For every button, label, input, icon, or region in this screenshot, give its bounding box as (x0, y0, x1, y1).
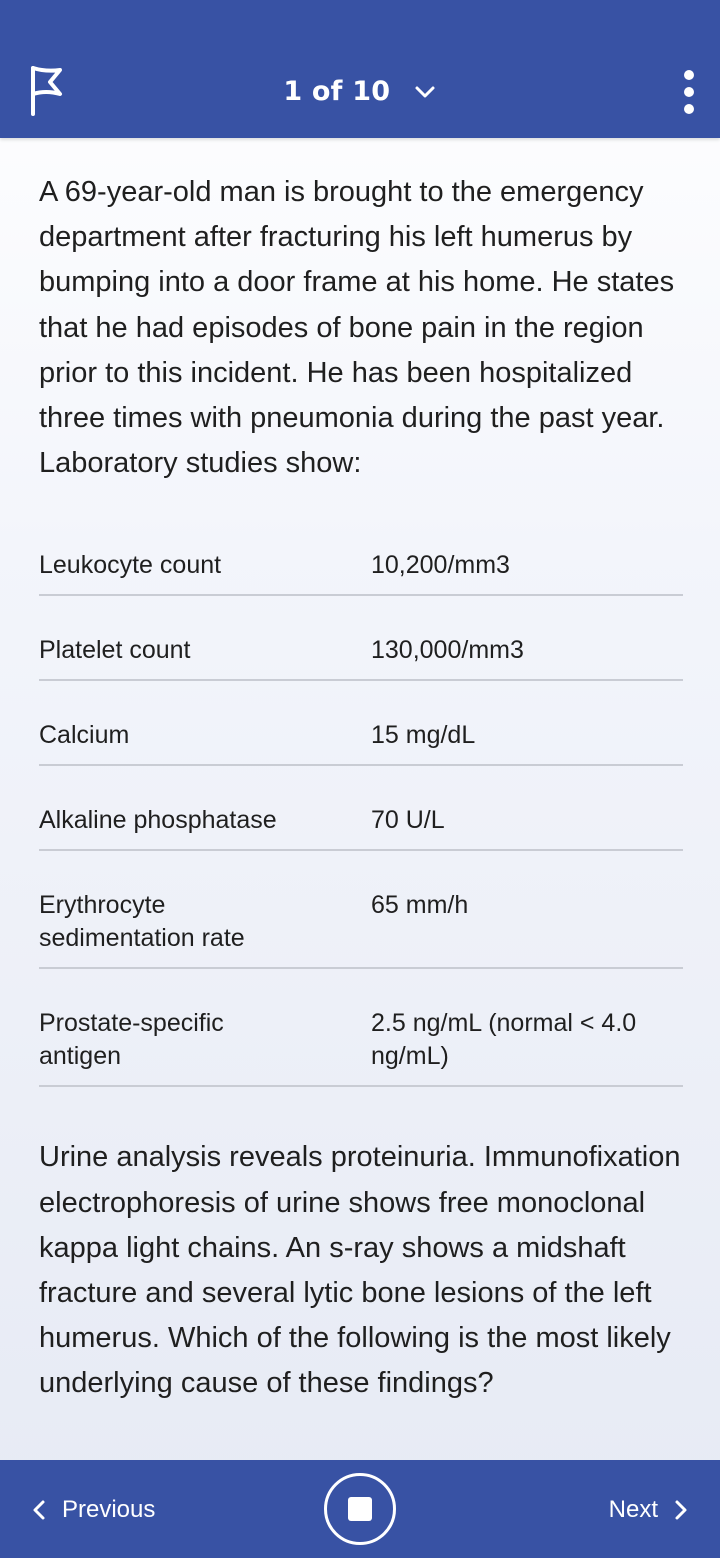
lab-name: Platelet count (39, 636, 191, 665)
lab-row (39, 681, 683, 766)
more-options-button[interactable] (676, 68, 702, 116)
chevron-right-icon (672, 1499, 690, 1521)
lab-row (39, 596, 683, 681)
lab-results-table (39, 536, 683, 1087)
lab-value: 10,200/mm3 (371, 551, 510, 580)
question-stem-intro: A 69-year-old man is brought to the emergency department after fracturing his left humerus by bumping into a door frame at his home. He states that he had episodes of bone pain in the region prior to this incident. He has been hospitalized three times with pneumonia during the past year. Laboratory studies show: (39, 176, 675, 480)
previous-button[interactable] (30, 1490, 155, 1530)
stop-icon (348, 1497, 372, 1521)
stop-button[interactable] (324, 1473, 396, 1545)
previous-label: Previous (62, 1496, 156, 1523)
lab-name: Leukocyte count (39, 551, 222, 580)
chevron-down-icon (413, 80, 437, 104)
next-label: Next (608, 1496, 658, 1523)
lab-value: 2.5 ng/mL (normal < 4.0 ng/mL) (371, 1009, 637, 1071)
lab-value: 130,000/mm3 (371, 636, 524, 665)
question-counter: 1 of 10 (283, 76, 391, 107)
next-button[interactable] (609, 1490, 690, 1530)
lab-name: Calcium (39, 721, 130, 750)
question-stem-outro: Urine analysis reveals proteinuria. Immunofixation electrophoresis of urine shows free monoclonal kappa light chains. An s-ray shows a midshaft fracture and several lytic bone lesions of the left humerus. Which of the following is the most likely underlying cause of these findings? (39, 1141, 681, 1400)
chevron-left-icon (30, 1499, 48, 1521)
bottom-nav-bar (0, 1460, 720, 1558)
top-bar (0, 0, 720, 138)
lab-name: Alkaline phosphatase (39, 806, 277, 835)
lab-row (39, 969, 683, 1087)
lab-row (39, 536, 683, 596)
lab-value: 70 U/L (371, 806, 445, 835)
lab-name: Erythrocyte sedimentation rate (39, 891, 245, 953)
lab-value: 15 mg/dL (371, 721, 476, 750)
question-selector[interactable] (0, 76, 720, 107)
lab-value: 65 mm/h (371, 891, 469, 920)
question-content (39, 170, 689, 1407)
lab-name: Prostate-specific antigen (39, 1009, 224, 1071)
lab-row (39, 851, 683, 969)
lab-row (39, 766, 683, 851)
